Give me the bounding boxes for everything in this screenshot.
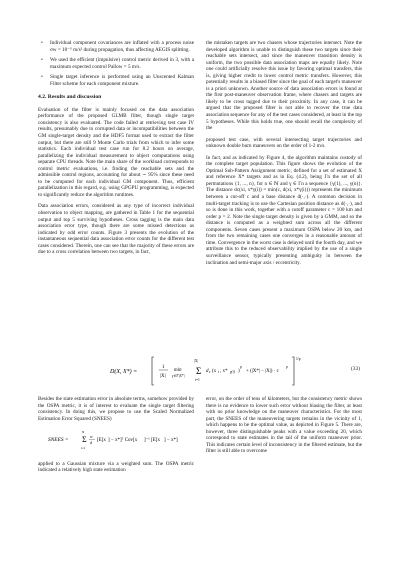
- svg-text:): ): [238, 369, 240, 374]
- paragraph: Besides the state estimation error in absolute terms, somehow provided by the OSPA metric, it is of interest to evaluate the single target filtering consistency. In doing this, we propose to use the Scaled Normalized Estimation Error Squared (SNEES): [38, 396, 194, 422]
- bottom-right-column: [206, 396, 362, 459]
- svg-text:] − x*]: ] − x*]: [164, 438, 178, 444]
- svg-text:γ(i): γ(i): [230, 370, 235, 374]
- svg-text:1: 1: [162, 365, 165, 370]
- svg-text:, x*: , x*: [220, 369, 228, 374]
- equation-lhs: D(X, X*) =: [110, 369, 138, 375]
- svg-text:|X|: |X|: [194, 359, 199, 363]
- svg-text:i=1: i=1: [195, 378, 200, 382]
- paragraph: proposed test case, with several intersecting target trajectories and unknown double burn maneuvers on the order of 1-2 m/s.: [206, 136, 362, 150]
- paragraph: Data association errors, considered as any type of incorrect individual observation to object mapping, are gathered in Table 1 for the sequential output and top 5 surviving hypotheses. Cross tagging is the main data association error type, though there are some missed detections as indicated by odd error counts. Figure 3 presents the evolution of the instantaneous sequential data association error counts for the different test cases considered. Therein, one can see that the majority of these errors are due to a cross correlation between two targets, in fact,: [38, 203, 194, 256]
- svg-text:w: w: [90, 434, 93, 440]
- svg-text:d: d: [206, 369, 209, 374]
- bullet-item: • Single target inference is performed using an Unscented Kalman Filter scheme for each component mixture.: [41, 74, 194, 87]
- ospa-formula-graphic: [110, 354, 330, 388]
- left-column: [38, 40, 194, 261]
- svg-text:] − x*]ᵀ Cov[x: ] − x*]ᵀ Cov[x: [108, 438, 138, 444]
- svg-text:γ∈Γ|X*|: γ∈Γ|X*|: [172, 374, 185, 378]
- svg-text:1/p: 1/p: [296, 357, 301, 361]
- svg-text:]⁻¹ [E[x: ]⁻¹ [E[x: [144, 438, 160, 444]
- ospa-equation: [110, 354, 360, 388]
- paragraph: error, on the order of tens of kilometers, but the consistency metric shows there is no evidence to lower such error without biasing the filter, at least with no prior knowledge on the maneuver characteristics. For the most part, the SNEES of the maneuvering targets remains in the vicinity of 1, which happens to be the optimal value, as depicted in Figure 5. There are, however, three distinguishable peaks with a value exceeding 20, which correspond to state estimates in the tail of the uniform maneuver prior. This indicates certain level of inconsistency in the filtered estimate, but the filter is still able to overcome: [206, 396, 362, 455]
- bullet-item: • Individual component covariances are inflated with a process noise σw = 10⁻⁵ m/s² during propagation, thus affecting AEGIS splitting.: [41, 40, 194, 53]
- svg-text:p: p: [286, 365, 288, 369]
- svg-text:N: N: [82, 430, 85, 435]
- paragraph: the mistaken targets are two chasers whose trajectories intersect. Note the developed algorithm is unable to distinguish these two targets since their reachable sets intersect, and since the maneuver transition density is uniform, the two possible data association maps are equally likely. Note one could artificially resolve this issue by favoring optimal transfers, this is, giving higher credit to lower control metric transfers. However, this potentially results in a biased filter since the goal of each target's maneuver is a priori unknown. Another source of data association errors is found at the first post-maneuver observation frame, where chasers and targets are likely to be cross tagged due to their proximity. In any case, it can be argued that the proposed filter is not able to recover the true data association sequence for any of the test cases considered, at least in the top 5 hypotheses. While this holds true, one should recall the complexity of the: [206, 40, 362, 132]
- svg-text:min: min: [174, 368, 182, 373]
- svg-text:p: p: [240, 365, 242, 369]
- bullet-list: [38, 40, 194, 87]
- equation-number: (33): [351, 366, 360, 372]
- svg-text:(x: (x: [212, 369, 217, 374]
- bullet-item: • We used the efficient (impulsive) control metric derived in 3, with a maximum expected control Pallow = 5 m/s.: [41, 57, 194, 70]
- section-heading: 4.2. Results and discussion: [38, 94, 102, 101]
- svg-text:[E[x: [E[x: [97, 438, 106, 444]
- svg-text:|X|: |X|: [160, 374, 166, 379]
- svg-text:+ (|X*| − |X|) · c: + (|X*| − |X|) · c: [246, 369, 279, 374]
- paragraph: applied to a Gaussian mixture via a weighted sum. The OSPA metric indicated a relatively high state estimation: [38, 460, 194, 474]
- svg-text:Σ: Σ: [196, 366, 202, 376]
- svg-text:c: c: [209, 370, 211, 374]
- svg-text:d: d: [90, 440, 92, 446]
- svg-text:i=1: i=1: [81, 446, 86, 451]
- bottom-left-column: [38, 396, 194, 478]
- snees-equation: [48, 428, 194, 453]
- svg-text:i: i: [218, 370, 219, 374]
- snees-formula-graphic: [48, 428, 198, 450]
- snees-lhs: SNEES =: [48, 437, 69, 444]
- right-column: [206, 40, 362, 271]
- svg-text:Σ: Σ: [82, 435, 87, 445]
- paragraph: In fact, and as indicated by Figure 4, the algorithm maintains custody of the complete target population. This figure shows the evolution of the Optimal Sub-Pattern Assignment metric, defined for a set of estimated X and reference X* targets and as in Eq. (4.2), being Γn the set of all permutations {1, ..., n}, for n ∈ ℕ and γ ∈ Γn a sequence {γ(1), ..., γ(n)}. The distance dc(xi, x*γ(i)) = min(c, d(xi, x*γ(i))) represents the minimum between a cut-off c and a base distance d(·,·). A common decision in multi-target tracking is to use the Cartesian position distance as d(·,·), and so is done in this work, together with a cutoff parameter c = 100 km and order p = 2. Note the single target density is given by a GMM, and so the distance is computed as a weighted sum across all the different components. Seven cases present a maximum OSPA below 20 km, and from the two remaining cases one converges in a reasonable amount of time. Convergence in the worst case is delayed until the fourth day, and we attribute this to the reduced observability implied by the use of a single surveillance sensor, typically presenting ambiguity in between the inclination and semi-major axis / eccentricity.: [206, 154, 362, 266]
- paragraph: Evaluation of the filter is mainly focused on the data association performance of the proposed GLMB filter, though single target consistency is also evaluated. The code failed at retrieving test case IV results, presumably due to corrupted data or incompatibilities between the GM single-target density and the HDF5 format used to extract the filter output, but there are still 9 Monte Carlo trials from which to infer some statistics. Each individual test case run for 8.2 hours on average, parallelizing the individual measurement to object computations using separate CPU threads. Note the main share of the workload corresponds to control metric evaluations, i.e. finding the reachable sets and the admissible control regions, accounting for about ∼ 95% since these need to be computed for each individual GM component. Thus, efficient parallelization in this regard, e.g. using GPGPU programming, is expected to significantly reduce the algorithm runtimes.: [38, 106, 194, 198]
